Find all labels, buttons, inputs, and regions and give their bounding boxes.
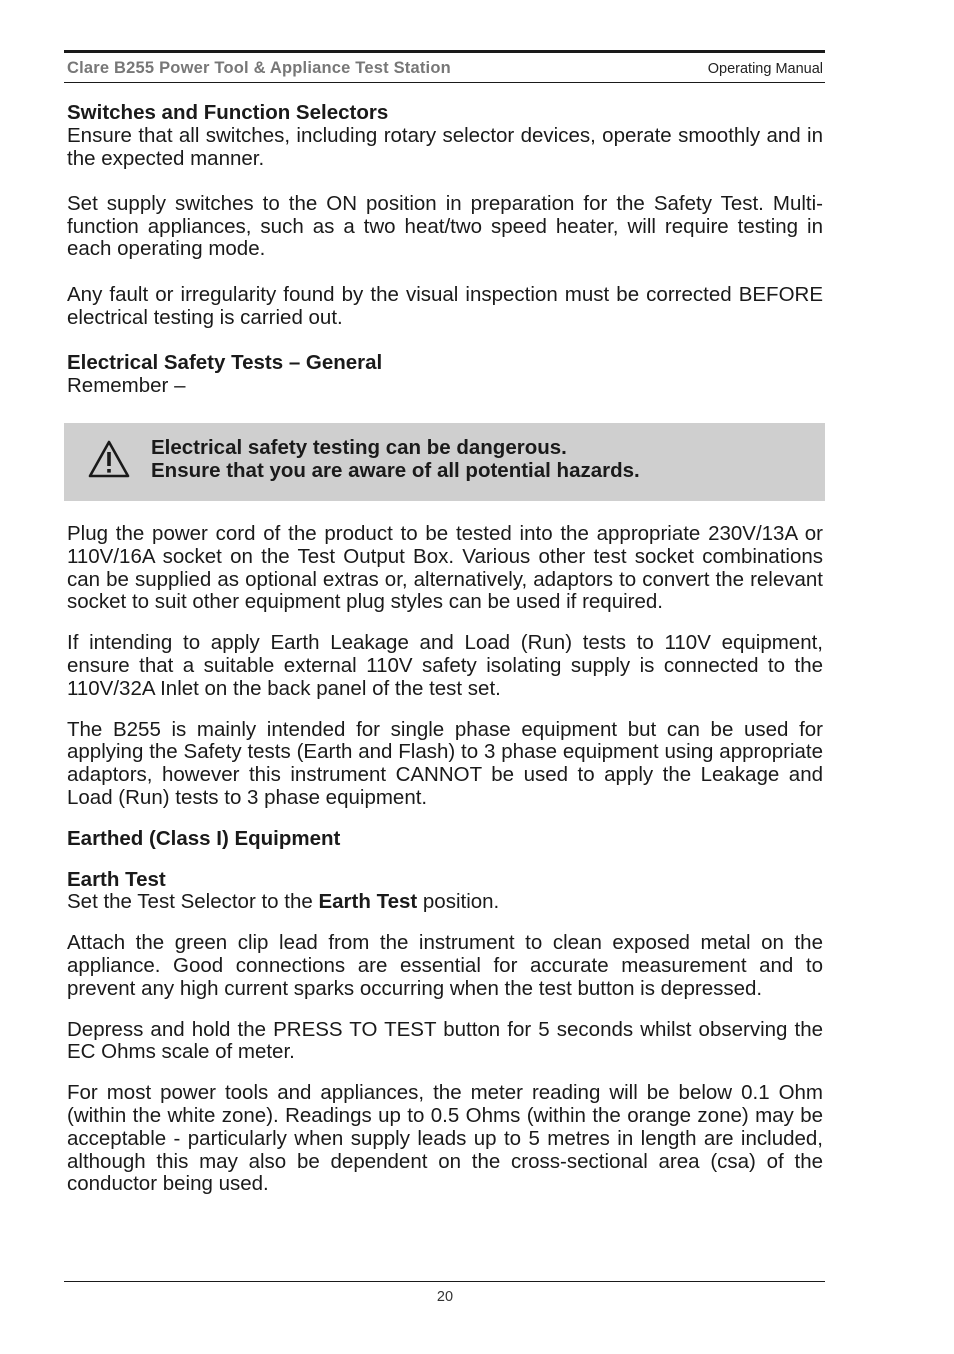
set-selector-bold: Earth Test <box>318 890 418 914</box>
warning-box <box>64 423 825 501</box>
paragraph-green-clip: Attach the green clip lead from the instrument to clean exposed metal on the appliance. Good connections are essential for accurate measurement and to prevent any high current sparks occurring when the test button is depressed. <box>67 931 823 1000</box>
heading-earth-test: Earth Test <box>67 867 166 891</box>
content-upper <box>67 102 823 397</box>
header-manual-label: Operating Manual <box>707 61 823 77</box>
paragraph-press-to-test: Depress and hold the PRESS TO TEST button for 5 seconds whilst observing the EC Ohms scale of meter. <box>67 1017 823 1064</box>
page-number: 20 <box>436 1289 454 1305</box>
paragraph-single-phase: The B255 is mainly intended for single phase equipment but can be used for applying the Safety tests (Earth and Flash) to 3 phase equipment using appropriate adaptors, however this instrument CANNOT be used to apply the Leakage and Load (Run) tests to 3 phase equipment. <box>67 717 823 809</box>
footer-rule <box>64 1281 825 1282</box>
heading-switches: Switches and Function Selectors <box>67 101 389 124</box>
warning-line-2: Ensure that you are aware of all potential hazards. <box>151 459 640 482</box>
header-title: Clare B255 Power Tool & Appliance Test Station <box>67 59 451 77</box>
warning-triangle-icon <box>87 439 131 479</box>
content-lower <box>67 523 823 1196</box>
paragraph-switches-2: Set supply switches to the ON position in preparation for the Safety Test. Multi-function appliances, such as a two heat/two speed heater, will require testing in each operating mode. <box>67 191 823 261</box>
paragraph-set-selector <box>67 891 823 914</box>
paragraph-plug-cord: Plug the power cord of the product to be tested into the appropriate 230V/13A or 110V/16A socket on the Test Output Box. Various other test socket combinations can be supplied as optional extras or, alternatively, adaptors to convert the relevant socket to suit other equipment plug styles can be used if required. <box>67 522 823 614</box>
paragraph-110v-supply: If intending to apply Earth Leakage and Load (Run) tests to 110V equipment, ensure that a suitable external 110V safety isolating supply is connected to the 110V/32A Inlet on the back panel of the test set. <box>67 631 823 700</box>
heading-electrical-safety: Electrical Safety Tests – General <box>67 350 383 374</box>
page-header <box>64 50 825 83</box>
paragraph-meter-reading: For most power tools and appliances, the meter reading will be below 0.1 Ohm (within the white zone). Readings up to 0.5 Ohms (within the orange zone) may be acceptable - particularly when supply leads up to 5 metres in length are included, although this may also be dependent on the cross-sectional area (csa) of the conductor being used. <box>67 1081 823 1196</box>
warning-text <box>151 436 640 482</box>
warning-line-1: Electrical safety testing can be dangerous. <box>151 436 567 459</box>
paragraph-switches-1: Ensure that all switches, including rotary selector devices, operate smoothly and in the expected manner. <box>67 123 823 170</box>
paragraph-remember: Remember – <box>67 373 186 397</box>
paragraph-switches-3: Any fault or irregularity found by the visual inspection must be corrected BEFORE electrical testing is carried out. <box>67 282 823 329</box>
set-selector-pre: Set the Test Selector to the <box>67 890 319 914</box>
heading-earthed-equipment: Earthed (Class I) Equipment <box>67 826 341 850</box>
set-selector-post: position. <box>417 890 500 914</box>
